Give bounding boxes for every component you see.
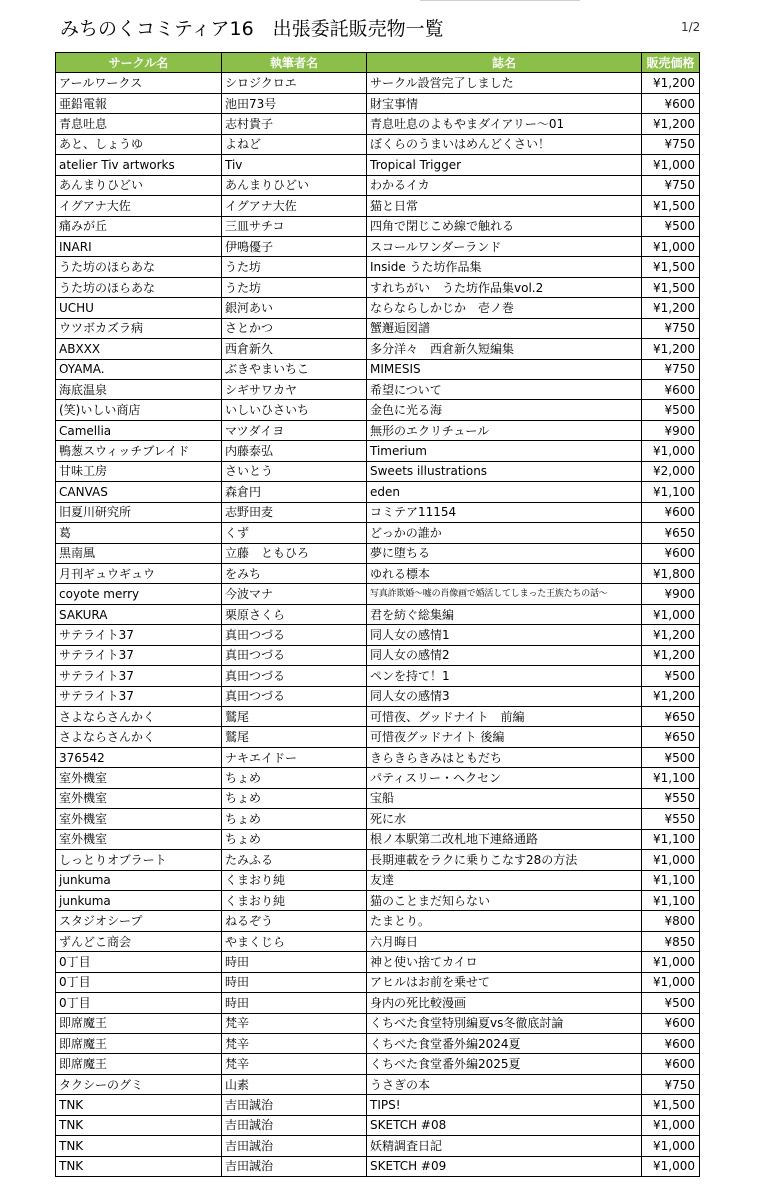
- author-name-cell: 時田: [222, 952, 367, 972]
- title-cell: スコールワンダーランド: [367, 236, 642, 256]
- author-name-cell: あんまりひどい: [222, 175, 367, 195]
- circle-name-cell: 0丁目: [56, 952, 222, 972]
- circle-name-cell: 376542: [56, 747, 222, 767]
- author-name-cell: ちょめ: [222, 829, 367, 849]
- author-name-cell: 時田: [222, 972, 367, 992]
- circle-name-cell: OYAMA.: [56, 359, 222, 379]
- title-cell: 長期連載をラクに乗りこなす28の方法: [367, 850, 642, 870]
- title-cell: 蟹邂逅図譜: [367, 318, 642, 338]
- title-cell: 妖精調査日記: [367, 1136, 642, 1156]
- top-divider: [420, 0, 580, 1]
- price-cell: ¥850: [642, 931, 700, 951]
- title-cell: 身内の死比較漫画: [367, 993, 642, 1013]
- price-cell: ¥1,000: [642, 1156, 700, 1176]
- price-cell: ¥1,000: [642, 952, 700, 972]
- circle-name-cell: 室外機室: [56, 768, 222, 788]
- sales-table: [55, 52, 700, 1177]
- author-name-cell: いしいひさいち: [222, 400, 367, 420]
- title-cell: アヒルはお前を乗せて: [367, 972, 642, 992]
- circle-name-cell: あと、しょうゆ: [56, 134, 222, 154]
- price-cell: ¥1,800: [642, 563, 700, 583]
- price-cell: ¥500: [642, 400, 700, 420]
- author-name-cell: Tiv: [222, 155, 367, 175]
- table-header-row: [56, 53, 700, 73]
- title-cell: パティスリー・ヘクセン: [367, 768, 642, 788]
- circle-name-cell: ずんどこ商会: [56, 931, 222, 951]
- price-cell: ¥750: [642, 134, 700, 154]
- table-row: [56, 788, 700, 808]
- author-name-cell: 真田つづる: [222, 666, 367, 686]
- title-cell: Sweets illustrations: [367, 461, 642, 481]
- author-name-cell: 森倉円: [222, 482, 367, 502]
- table-row: [56, 359, 700, 379]
- author-name-cell: さいとう: [222, 461, 367, 481]
- circle-name-cell: さよならさんかく: [56, 727, 222, 747]
- table-row: [56, 809, 700, 829]
- price-cell: ¥1,200: [642, 625, 700, 645]
- author-name-cell: くまおり純: [222, 870, 367, 890]
- table-row: [56, 850, 700, 870]
- table-row: [56, 829, 700, 849]
- author-name-cell: 鷲尾: [222, 707, 367, 727]
- price-cell: ¥1,100: [642, 890, 700, 910]
- title-cell: 金色に光る海: [367, 400, 642, 420]
- table-row: [56, 1074, 700, 1094]
- circle-name-cell: 即席魔王: [56, 1054, 222, 1074]
- author-name-cell: 吉田誠治: [222, 1136, 367, 1156]
- table-row: [56, 523, 700, 543]
- circle-name-cell: junkuma: [56, 890, 222, 910]
- table-row: [56, 686, 700, 706]
- price-cell: ¥600: [642, 93, 700, 113]
- price-cell: ¥650: [642, 523, 700, 543]
- table-row: [56, 1115, 700, 1135]
- table-row: [56, 400, 700, 420]
- circle-name-cell: Camellia: [56, 420, 222, 440]
- circle-name-cell: うた坊のほらあな: [56, 277, 222, 297]
- author-name-cell: さとかつ: [222, 318, 367, 338]
- circle-name-cell: 痛みが丘: [56, 216, 222, 236]
- circle-name-cell: あんまりひどい: [56, 175, 222, 195]
- circle-name-cell: ウツボカズラ病: [56, 318, 222, 338]
- author-name-cell: 内藤泰弘: [222, 441, 367, 461]
- price-cell: ¥600: [642, 1054, 700, 1074]
- circle-name-cell: (笑)いしい商店: [56, 400, 222, 420]
- title-cell: 多分洋々 西倉新久短編集: [367, 339, 642, 359]
- author-name-cell: シギサワカヤ: [222, 380, 367, 400]
- circle-name-cell: TNK: [56, 1136, 222, 1156]
- author-name-cell: 真田つづる: [222, 625, 367, 645]
- table-row: [56, 1054, 700, 1074]
- price-cell: ¥800: [642, 911, 700, 931]
- price-cell: ¥1,000: [642, 441, 700, 461]
- price-cell: ¥1,200: [642, 686, 700, 706]
- circle-name-cell: CANVAS: [56, 482, 222, 502]
- circle-name-cell: TNK: [56, 1115, 222, 1135]
- circle-name-cell: 甘味工房: [56, 461, 222, 481]
- title-cell: 無形のエクリチュール: [367, 420, 642, 440]
- circle-name-cell: INARI: [56, 236, 222, 256]
- circle-name-cell: 旧夏川研究所: [56, 502, 222, 522]
- circle-name-cell: junkuma: [56, 870, 222, 890]
- author-name-cell: 志村貴子: [222, 114, 367, 134]
- author-name-cell: シロジクロエ: [222, 73, 367, 93]
- table-row: [56, 543, 700, 563]
- circle-name-cell: アールワークス: [56, 73, 222, 93]
- price-cell: ¥750: [642, 318, 700, 338]
- table-row: [56, 236, 700, 256]
- table-row: [56, 298, 700, 318]
- price-cell: ¥600: [642, 1013, 700, 1033]
- table-row: [56, 604, 700, 624]
- title-cell: MIMESIS: [367, 359, 642, 379]
- author-name-cell: 今波マナ: [222, 584, 367, 604]
- title-cell: 四角で閉じこめ線で触れる: [367, 216, 642, 236]
- title-cell: 猫のことまだ知らない: [367, 890, 642, 910]
- circle-name-cell: イグアナ大佐: [56, 196, 222, 216]
- circle-name-cell: ABXXX: [56, 339, 222, 359]
- table-row: [56, 768, 700, 788]
- title-cell: ゆれる標本: [367, 563, 642, 583]
- circle-name-cell: 0丁目: [56, 993, 222, 1013]
- title-cell: eden: [367, 482, 642, 502]
- title-cell: 同人女の感情2: [367, 645, 642, 665]
- title-cell: サークル設営完了しました: [367, 73, 642, 93]
- author-name-cell: 伊鳴優子: [222, 236, 367, 256]
- author-name-cell: 吉田誠治: [222, 1115, 367, 1135]
- price-cell: ¥2,000: [642, 461, 700, 481]
- circle-name-cell: 室外機室: [56, 829, 222, 849]
- author-name-cell: うた坊: [222, 277, 367, 297]
- price-cell: ¥1,100: [642, 482, 700, 502]
- circle-name-cell: atelier Tiv artworks: [56, 155, 222, 175]
- price-cell: ¥550: [642, 809, 700, 829]
- table-row: [56, 625, 700, 645]
- author-name-cell: イグアナ大佐: [222, 196, 367, 216]
- author-name-cell: 時田: [222, 993, 367, 1013]
- title-cell: 可惜夜、グッドナイト 前編: [367, 707, 642, 727]
- table-row: [56, 563, 700, 583]
- circle-name-cell: TNK: [56, 1156, 222, 1176]
- table-row: [56, 666, 700, 686]
- price-cell: ¥1,000: [642, 850, 700, 870]
- author-name-cell: 栗原さくら: [222, 604, 367, 624]
- circle-name-cell: スタジオシープ: [56, 911, 222, 931]
- circle-name-cell: 青息吐息: [56, 114, 222, 134]
- price-cell: ¥1,200: [642, 114, 700, 134]
- price-cell: ¥1,200: [642, 645, 700, 665]
- circle-name-cell: さよならさんかく: [56, 707, 222, 727]
- author-name-cell: 西倉新久: [222, 339, 367, 359]
- author-name-cell: 鷲尾: [222, 727, 367, 747]
- price-cell: ¥1,000: [642, 972, 700, 992]
- title-cell: Inside うた坊作品集: [367, 257, 642, 277]
- title-cell: SKETCH #08: [367, 1115, 642, 1135]
- table-row: [56, 257, 700, 277]
- title-cell: 死に水: [367, 809, 642, 829]
- author-name-cell: よねど: [222, 134, 367, 154]
- table-row: [56, 870, 700, 890]
- table-body: [56, 73, 700, 1177]
- circle-name-cell: 葛: [56, 523, 222, 543]
- table-row: [56, 911, 700, 931]
- title-cell: ペンを持て！1: [367, 666, 642, 686]
- header-author-name: 執筆者名: [222, 53, 367, 73]
- table-row: [56, 1034, 700, 1054]
- author-name-cell: 立藤 ともひろ: [222, 543, 367, 563]
- table-row: [56, 993, 700, 1013]
- price-cell: ¥1,000: [642, 1115, 700, 1135]
- title-cell: たまとり。: [367, 911, 642, 931]
- title-cell: 六月晦日: [367, 931, 642, 951]
- author-name-cell: ナキエイドー: [222, 747, 367, 767]
- table-row: [56, 175, 700, 195]
- price-cell: ¥650: [642, 727, 700, 747]
- table-row: [56, 1095, 700, 1115]
- title-cell: 猫と日常: [367, 196, 642, 216]
- page-number: 1/2: [681, 20, 701, 34]
- table-row: [56, 727, 700, 747]
- circle-name-cell: 亜鉛電報: [56, 93, 222, 113]
- price-cell: ¥600: [642, 543, 700, 563]
- table-row: [56, 114, 700, 134]
- price-cell: ¥650: [642, 707, 700, 727]
- price-cell: ¥1,200: [642, 73, 700, 93]
- title-cell: 宝船: [367, 788, 642, 808]
- circle-name-cell: SAKURA: [56, 604, 222, 624]
- author-name-cell: 銀河あい: [222, 298, 367, 318]
- table-row: [56, 441, 700, 461]
- price-cell: ¥750: [642, 1074, 700, 1094]
- price-cell: ¥1,000: [642, 1136, 700, 1156]
- author-name-cell: 池田73号: [222, 93, 367, 113]
- table-row: [56, 747, 700, 767]
- header-circle-name: サークル名: [56, 53, 222, 73]
- circle-name-cell: しっとりオブラート: [56, 850, 222, 870]
- table-row: [56, 890, 700, 910]
- table-row: [56, 707, 700, 727]
- author-name-cell: ちょめ: [222, 809, 367, 829]
- author-name-cell: 吉田誠治: [222, 1156, 367, 1176]
- title-cell: 友達: [367, 870, 642, 890]
- title-cell: コミテア11154: [367, 502, 642, 522]
- price-cell: ¥550: [642, 788, 700, 808]
- table-row: [56, 952, 700, 972]
- circle-name-cell: 月刊ギュウギュウ: [56, 563, 222, 583]
- circle-name-cell: うた坊のほらあな: [56, 257, 222, 277]
- table-row: [56, 339, 700, 359]
- circle-name-cell: 即席魔王: [56, 1034, 222, 1054]
- title-cell: くちべた食堂特別編夏vs冬徹底討論: [367, 1013, 642, 1033]
- price-cell: ¥750: [642, 359, 700, 379]
- title-cell: 同人女の感情3: [367, 686, 642, 706]
- author-name-cell: 真田つづる: [222, 686, 367, 706]
- author-name-cell: 志野田麦: [222, 502, 367, 522]
- price-cell: ¥900: [642, 420, 700, 440]
- title-cell: 同人女の感情1: [367, 625, 642, 645]
- price-cell: ¥750: [642, 175, 700, 195]
- author-name-cell: 吉田誠治: [222, 1095, 367, 1115]
- author-name-cell: 真田つづる: [222, 645, 367, 665]
- price-cell: ¥900: [642, 584, 700, 604]
- price-cell: ¥1,200: [642, 339, 700, 359]
- circle-name-cell: 室外機室: [56, 788, 222, 808]
- table-row: [56, 318, 700, 338]
- title-cell: 夢に堕ちる: [367, 543, 642, 563]
- title-cell: すれちがい うた坊作品集vol.2: [367, 277, 642, 297]
- table-row: [56, 155, 700, 175]
- price-cell: ¥1,500: [642, 196, 700, 216]
- price-cell: ¥600: [642, 502, 700, 522]
- price-cell: ¥600: [642, 380, 700, 400]
- author-name-cell: ねるぞう: [222, 911, 367, 931]
- author-name-cell: 梵辛: [222, 1054, 367, 1074]
- price-cell: ¥500: [642, 747, 700, 767]
- circle-name-cell: サテライト37: [56, 625, 222, 645]
- price-cell: ¥1,100: [642, 870, 700, 890]
- circle-name-cell: サテライト37: [56, 645, 222, 665]
- author-name-cell: 梵辛: [222, 1013, 367, 1033]
- title-cell: SKETCH #09: [367, 1156, 642, 1176]
- title-cell: くちべた食堂番外編2024夏: [367, 1034, 642, 1054]
- title-cell: わかるイカ: [367, 175, 642, 195]
- title-cell: 写真詐欺婚～嘘の肖像画で婚活してしまった王族たちの話～: [367, 584, 642, 604]
- table-row: [56, 931, 700, 951]
- title-cell: TIPS!: [367, 1095, 642, 1115]
- price-cell: ¥1,200: [642, 298, 700, 318]
- price-cell: ¥500: [642, 993, 700, 1013]
- circle-name-cell: 海底温泉: [56, 380, 222, 400]
- price-cell: ¥1,100: [642, 768, 700, 788]
- header-price: 販売価格: [642, 53, 700, 73]
- price-cell: ¥1,500: [642, 257, 700, 277]
- title-cell: 可惜夜グッドナイト 後編: [367, 727, 642, 747]
- circle-name-cell: 黒南風: [56, 543, 222, 563]
- table-row: [56, 420, 700, 440]
- title-cell: くちべた食堂番外編2025夏: [367, 1054, 642, 1074]
- circle-name-cell: 即席魔王: [56, 1013, 222, 1033]
- price-cell: ¥600: [642, 1034, 700, 1054]
- table-row: [56, 216, 700, 236]
- author-name-cell: くず: [222, 523, 367, 543]
- title-cell: 君を紡ぐ総集編: [367, 604, 642, 624]
- title-cell: きらきらきみはともだち: [367, 747, 642, 767]
- table-row: [56, 645, 700, 665]
- circle-name-cell: 0丁目: [56, 972, 222, 992]
- circle-name-cell: タクシーのグミ: [56, 1074, 222, 1094]
- table-row: [56, 1156, 700, 1176]
- price-cell: ¥500: [642, 216, 700, 236]
- table-row: [56, 482, 700, 502]
- table-row: [56, 196, 700, 216]
- table-row: [56, 1136, 700, 1156]
- title-cell: どっかの誰か: [367, 523, 642, 543]
- title-cell: 財宝事情: [367, 93, 642, 113]
- author-name-cell: くまおり純: [222, 890, 367, 910]
- author-name-cell: やまくじら: [222, 931, 367, 951]
- header-title: 誌名: [367, 53, 642, 73]
- author-name-cell: うた坊: [222, 257, 367, 277]
- author-name-cell: をみち: [222, 563, 367, 583]
- table-row: [56, 972, 700, 992]
- title-cell: ならならしかじか 壱ノ巻: [367, 298, 642, 318]
- price-cell: ¥1,500: [642, 1095, 700, 1115]
- author-name-cell: 山素: [222, 1074, 367, 1094]
- title-cell: 青息吐息のよもやまダイアリー～01: [367, 114, 642, 134]
- title-cell: 根ノ本駅第二改札地下連絡通路: [367, 829, 642, 849]
- price-cell: ¥1,000: [642, 155, 700, 175]
- circle-name-cell: TNK: [56, 1095, 222, 1115]
- title-cell: 神と使い捨てカイロ: [367, 952, 642, 972]
- title-cell: うさぎの本: [367, 1074, 642, 1094]
- author-name-cell: ちょめ: [222, 788, 367, 808]
- author-name-cell: マツダイヨ: [222, 420, 367, 440]
- table-row: [56, 461, 700, 481]
- circle-name-cell: 室外機室: [56, 809, 222, 829]
- price-cell: ¥1,000: [642, 604, 700, 624]
- title-cell: 希望について: [367, 380, 642, 400]
- author-name-cell: ぶきやまいちこ: [222, 359, 367, 379]
- author-name-cell: たみふる: [222, 850, 367, 870]
- table-row: [56, 502, 700, 522]
- table-row: [56, 134, 700, 154]
- table-row: [56, 584, 700, 604]
- circle-name-cell: サテライト37: [56, 686, 222, 706]
- author-name-cell: 梵辛: [222, 1034, 367, 1054]
- title-cell: Timerium: [367, 441, 642, 461]
- circle-name-cell: 鴨葱スウィッチブレイド: [56, 441, 222, 461]
- author-name-cell: ちょめ: [222, 768, 367, 788]
- author-name-cell: 三皿サチコ: [222, 216, 367, 236]
- title-cell: ぼくらのうまいはめんどくさい！: [367, 134, 642, 154]
- price-cell: ¥500: [642, 666, 700, 686]
- price-cell: ¥1,100: [642, 829, 700, 849]
- table-row: [56, 93, 700, 113]
- price-cell: ¥1,500: [642, 277, 700, 297]
- table-row: [56, 277, 700, 297]
- page-title: みちのくコミティア16 出張委託販売物一覧: [60, 18, 444, 40]
- price-cell: ¥1,000: [642, 236, 700, 256]
- title-cell: Tropical Trigger: [367, 155, 642, 175]
- table-row: [56, 380, 700, 400]
- circle-name-cell: サテライト37: [56, 666, 222, 686]
- table-row: [56, 73, 700, 93]
- table-row: [56, 1013, 700, 1033]
- circle-name-cell: coyote merry: [56, 584, 222, 604]
- circle-name-cell: UCHU: [56, 298, 222, 318]
